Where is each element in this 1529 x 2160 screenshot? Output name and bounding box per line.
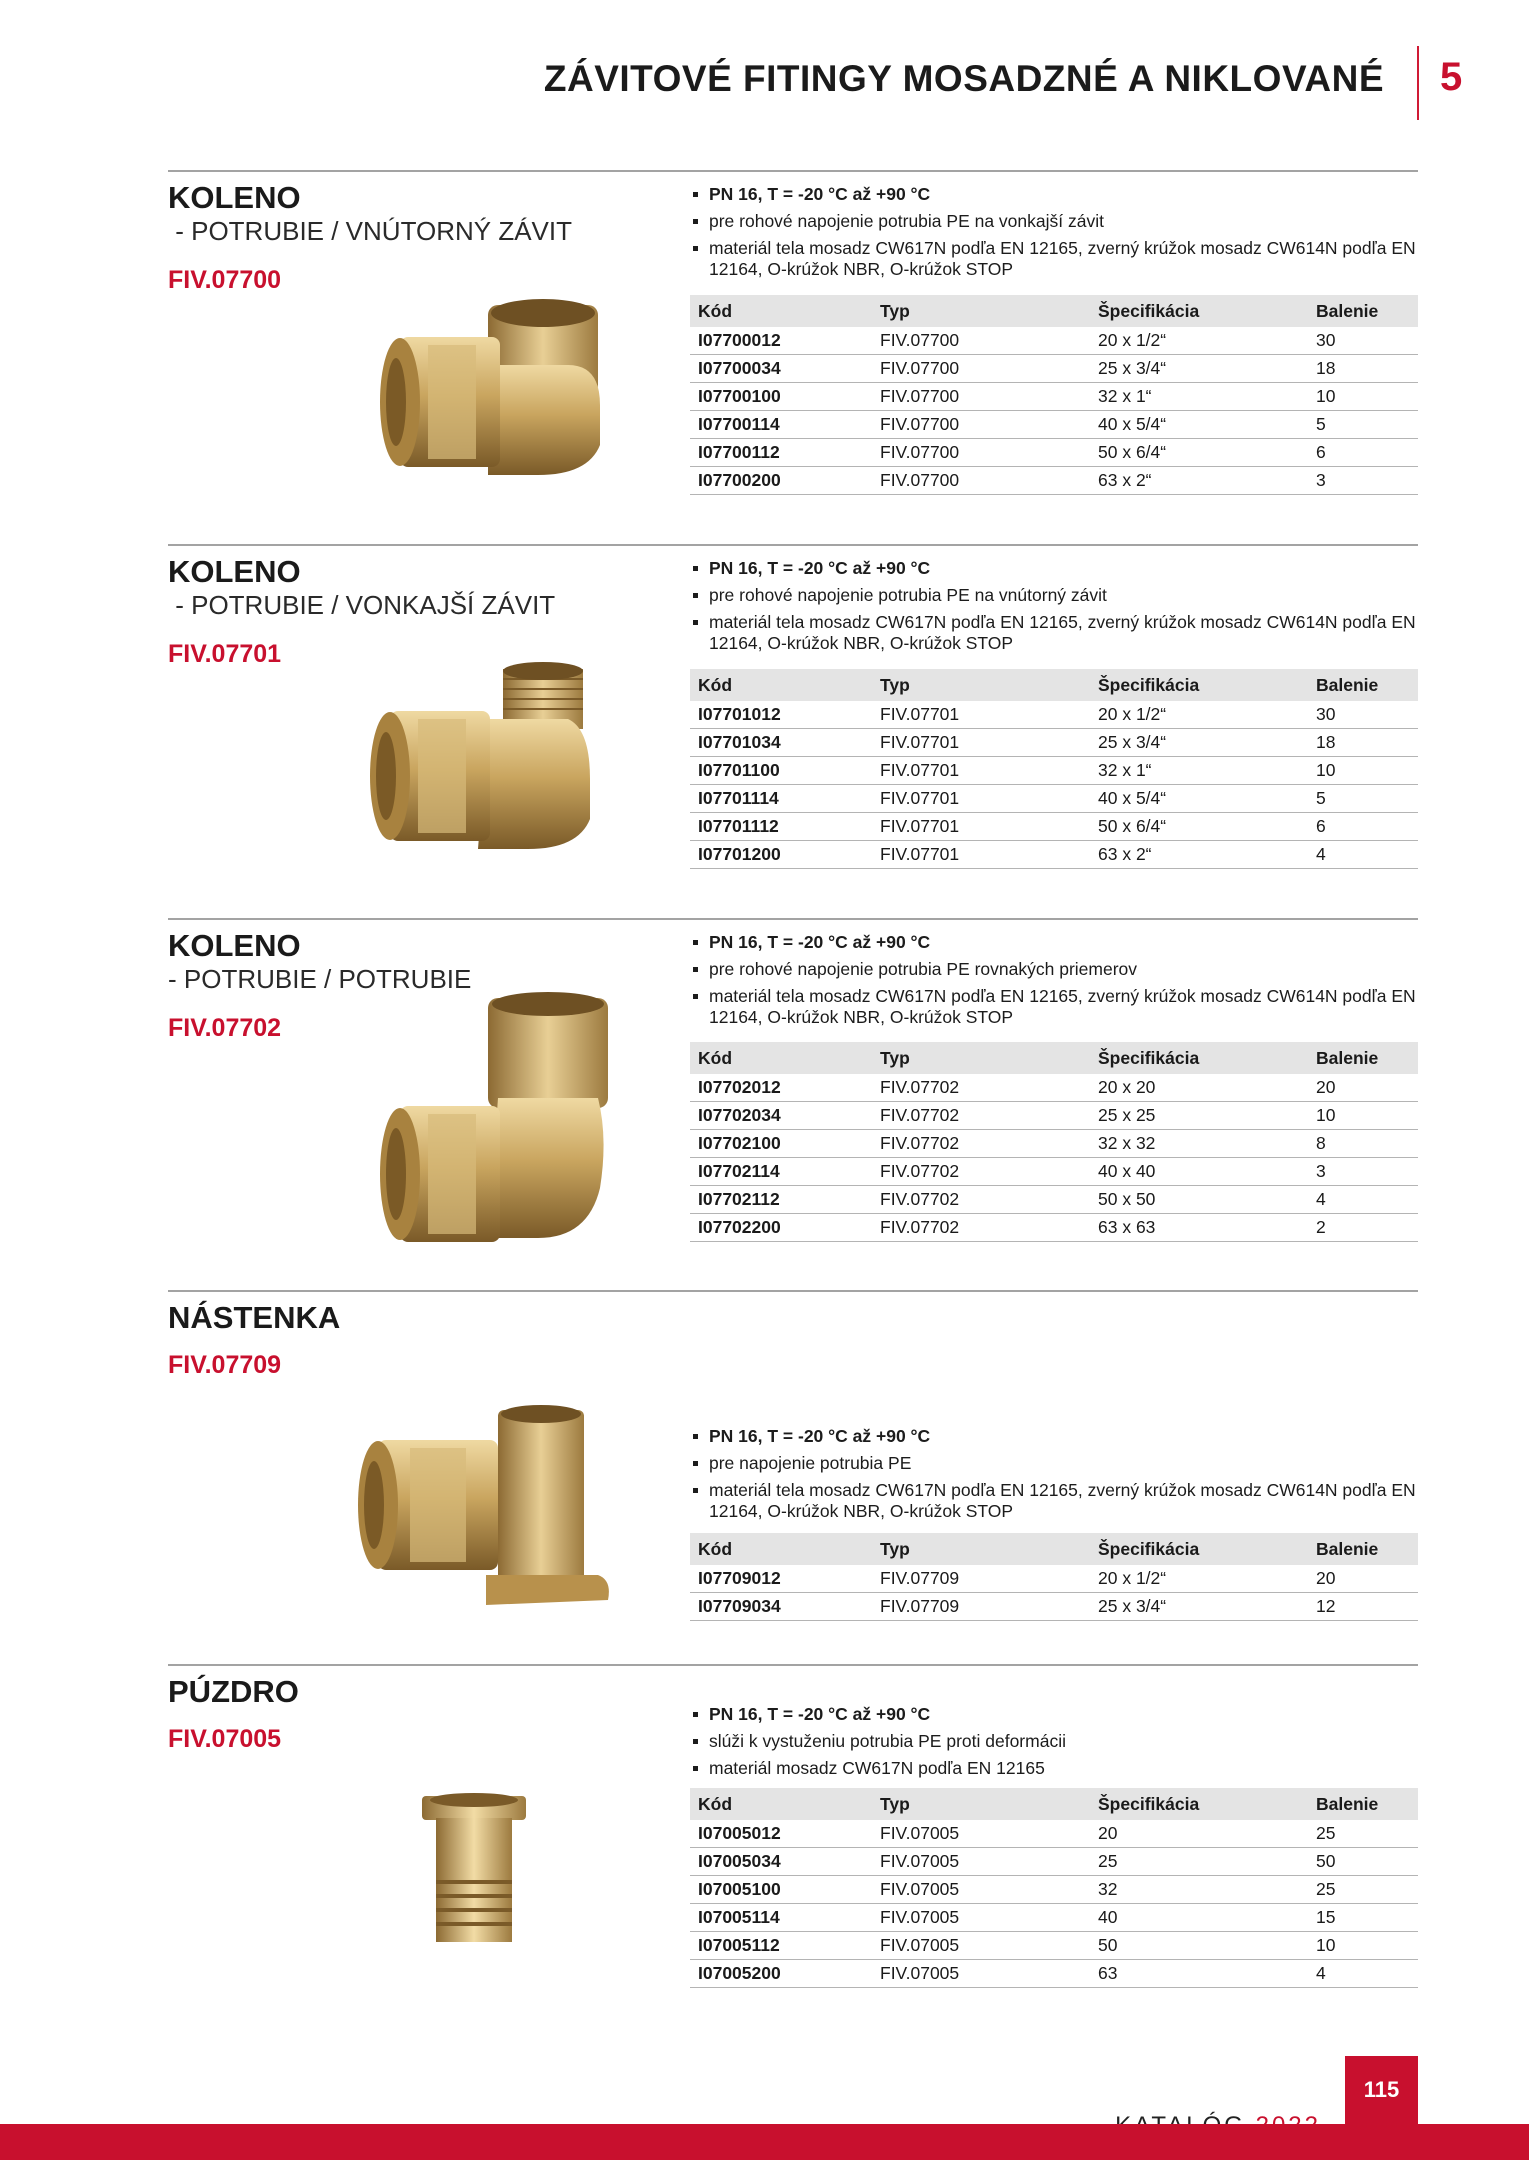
cell-spec: 40 x 5/4“ [1090, 411, 1308, 439]
table-row [690, 1820, 1418, 1848]
cell-balenie: 6 [1308, 813, 1418, 841]
cell-spec: 20 x 1/2“ [1090, 327, 1308, 355]
spec-bullet: materiál tela mosadz CW617N podľa EN 12165, zverný krúžok mosadz CW614N podľa EN 12164, O-krúžok NBR, O-krúžok STOP [690, 612, 1418, 654]
header-typ: Typ [872, 295, 1090, 327]
table-row [690, 439, 1418, 467]
cell-balenie: 10 [1308, 383, 1418, 411]
table-row [690, 785, 1418, 813]
cell-spec: 25 x 25 [1090, 1102, 1308, 1130]
section-rule [168, 918, 1418, 920]
cell-typ: FIV.07702 [872, 1074, 1090, 1102]
section-rule [168, 544, 1418, 546]
section-rule [168, 1290, 1418, 1292]
spec-bullet: materiál mosadz CW617N podľa EN 12165 [690, 1758, 1418, 1779]
cell-typ: FIV.07701 [872, 701, 1090, 729]
header-spec: Špecifikácia [1090, 1533, 1308, 1565]
wall-fitting-image [318, 1400, 618, 1625]
cell-typ: FIV.07701 [872, 729, 1090, 757]
table-header-row [690, 1042, 1418, 1074]
cell-spec: 50 x 6/4“ [1090, 439, 1308, 467]
page-title: ZÁVITOVÉ FITINGY MOSADZNÉ A NIKLOVANÉ [543, 58, 1384, 99]
table-row [690, 1158, 1418, 1186]
cell-spec: 25 [1090, 1848, 1308, 1876]
table-row [690, 467, 1418, 495]
spec-bullet: PN 16, T = -20 °C až +90 °C [690, 558, 1418, 579]
spec-bullet: materiál tela mosadz CW617N podľa EN 12165, zverný krúžok mosadz CW614N podľa EN 12164, O-krúžok NBR, O-krúžok STOP [690, 1480, 1418, 1522]
cell-balenie: 10 [1308, 1932, 1418, 1960]
cell-typ: FIV.07005 [872, 1932, 1090, 1960]
cell-typ: FIV.07701 [872, 785, 1090, 813]
cell-typ: FIV.07005 [872, 1876, 1090, 1904]
table-row [690, 383, 1418, 411]
cell-kod: I07709012 [690, 1565, 872, 1593]
header-typ: Typ [872, 1533, 1090, 1565]
cell-balenie: 25 [1308, 1820, 1418, 1848]
product-table [690, 1533, 1418, 1621]
cell-kod: I07702200 [690, 1214, 872, 1242]
cell-spec: 20 x 1/2“ [1090, 1565, 1308, 1593]
header-spec: Špecifikácia [1090, 669, 1308, 701]
header-kod: Kód [690, 1788, 872, 1820]
cell-spec: 32 x 1“ [1090, 757, 1308, 785]
cell-kod: I07701034 [690, 729, 872, 757]
cell-typ: FIV.07702 [872, 1130, 1090, 1158]
sleeve-image [414, 1790, 534, 1955]
header-typ: Typ [872, 1042, 1090, 1074]
product-title: KOLENO [168, 180, 301, 215]
header-balenie: Balenie [1308, 1533, 1418, 1565]
cell-kod: I07005100 [690, 1876, 872, 1904]
table-row [690, 1876, 1418, 1904]
cell-typ: FIV.07701 [872, 813, 1090, 841]
cell-spec: 25 x 3/4“ [1090, 729, 1308, 757]
spec-bullets [690, 184, 1418, 286]
spec-bullet: PN 16, T = -20 °C až +90 °C [690, 932, 1418, 953]
product-subtitle: - POTRUBIE / VONKAJŠÍ ZÁVIT [168, 590, 556, 620]
spec-bullet: PN 16, T = -20 °C až +90 °C [690, 1704, 1418, 1725]
cell-kod: I07702100 [690, 1130, 872, 1158]
header-kod: Kód [690, 1533, 872, 1565]
product-table [690, 669, 1418, 869]
product-table [690, 1042, 1418, 1242]
product-table [690, 295, 1418, 495]
table-row [690, 1186, 1418, 1214]
header-typ: Typ [872, 1788, 1090, 1820]
spec-bullet: materiál tela mosadz CW617N podľa EN 12165, zverný krúžok mosadz CW614N podľa EN 12164, O-krúžok NBR, O-krúžok STOP [690, 238, 1418, 280]
product-table [690, 1788, 1418, 1988]
table-row [690, 1214, 1418, 1242]
cell-balenie: 15 [1308, 1904, 1418, 1932]
cell-spec: 63 x 2“ [1090, 467, 1308, 495]
cell-spec: 32 [1090, 1876, 1308, 1904]
table-row [690, 1130, 1418, 1158]
header-balenie: Balenie [1308, 295, 1418, 327]
table-row [690, 1593, 1418, 1621]
cell-kod: I07701114 [690, 785, 872, 813]
cell-typ: FIV.07700 [872, 355, 1090, 383]
cell-typ: FIV.07702 [872, 1214, 1090, 1242]
cell-spec: 20 x 1/2“ [1090, 701, 1308, 729]
cell-balenie: 5 [1308, 785, 1418, 813]
product-title: NÁSTENKA [168, 1300, 341, 1335]
product-title: KOLENO [168, 928, 301, 963]
header-spec: Špecifikácia [1090, 295, 1308, 327]
table-row [690, 1102, 1418, 1130]
cell-kod: I07005012 [690, 1820, 872, 1848]
cell-spec: 50 x 50 [1090, 1186, 1308, 1214]
elbow-fitting-image [338, 285, 618, 500]
table-header-row [690, 1788, 1418, 1820]
table-row [690, 841, 1418, 869]
spec-bullet: pre rohové napojenie potrubia PE na vonkajší závit [690, 211, 1418, 232]
product-code: FIV.07700 [168, 266, 282, 294]
cell-typ: FIV.07005 [872, 1820, 1090, 1848]
cell-balenie: 20 [1308, 1565, 1418, 1593]
table-header-row [690, 1533, 1418, 1565]
cell-spec: 50 x 6/4“ [1090, 813, 1308, 841]
cell-balenie: 10 [1308, 757, 1418, 785]
footer-bar [0, 2124, 1529, 2160]
cell-kod: I07700112 [690, 439, 872, 467]
cell-kod: I07700114 [690, 411, 872, 439]
table-row [690, 701, 1418, 729]
cell-spec: 25 x 3/4“ [1090, 1593, 1308, 1621]
product-code: FIV.07702 [168, 1014, 282, 1042]
table-row [690, 1848, 1418, 1876]
cell-kod: I07709034 [690, 1593, 872, 1621]
product-subtitle: - POTRUBIE / POTRUBIE [168, 964, 472, 994]
cell-spec: 40 [1090, 1904, 1308, 1932]
header-spec: Špecifikácia [1090, 1042, 1308, 1074]
table-row [690, 1565, 1418, 1593]
cell-typ: FIV.07005 [872, 1904, 1090, 1932]
cell-balenie: 50 [1308, 1848, 1418, 1876]
table-row [690, 411, 1418, 439]
cell-kod: I07005034 [690, 1848, 872, 1876]
cell-balenie: 5 [1308, 411, 1418, 439]
cell-typ: FIV.07700 [872, 411, 1090, 439]
table-header-row [690, 669, 1418, 701]
spec-bullets [690, 1426, 1418, 1528]
cell-spec: 20 x 20 [1090, 1074, 1308, 1102]
cell-typ: FIV.07701 [872, 757, 1090, 785]
cell-kod: I07702034 [690, 1102, 872, 1130]
cell-kod: I07005114 [690, 1904, 872, 1932]
cell-spec: 40 x 40 [1090, 1158, 1308, 1186]
cell-typ: FIV.07709 [872, 1565, 1090, 1593]
cell-balenie: 4 [1308, 841, 1418, 869]
header-kod: Kód [690, 1042, 872, 1074]
cell-kod: I07701200 [690, 841, 872, 869]
cell-spec: 32 x 32 [1090, 1130, 1308, 1158]
table-row [690, 327, 1418, 355]
table-row [690, 813, 1418, 841]
cell-kod: I07700034 [690, 355, 872, 383]
cell-balenie: 3 [1308, 467, 1418, 495]
spec-bullets [690, 1704, 1418, 1785]
cell-balenie: 18 [1308, 355, 1418, 383]
cell-balenie: 2 [1308, 1214, 1418, 1242]
cell-kod: I07701100 [690, 757, 872, 785]
header-balenie: Balenie [1308, 1788, 1418, 1820]
table-row [690, 729, 1418, 757]
cell-balenie: 30 [1308, 327, 1418, 355]
cell-kod: I07701012 [690, 701, 872, 729]
cell-kod: I07005200 [690, 1960, 872, 1988]
cell-typ: FIV.07005 [872, 1848, 1090, 1876]
cell-spec: 20 [1090, 1820, 1308, 1848]
cell-spec: 63 x 2“ [1090, 841, 1308, 869]
elbow-fitting-image [338, 988, 618, 1273]
header-balenie: Balenie [1308, 1042, 1418, 1074]
cell-spec: 40 x 5/4“ [1090, 785, 1308, 813]
cell-kod: I07700012 [690, 327, 872, 355]
cell-typ: FIV.07700 [872, 327, 1090, 355]
cell-kod: I07702112 [690, 1186, 872, 1214]
cell-typ: FIV.07702 [872, 1186, 1090, 1214]
header-kod: Kód [690, 669, 872, 701]
section-rule [168, 1664, 1418, 1666]
product-subtitle: - POTRUBIE / VNÚTORNÝ ZÁVIT [168, 216, 573, 246]
header-spec: Špecifikácia [1090, 1788, 1308, 1820]
cell-kod: I07702114 [690, 1158, 872, 1186]
chapter-number: 5 [1440, 55, 1463, 99]
section-rule [168, 170, 1418, 172]
product-code: FIV.07701 [168, 640, 282, 668]
spec-bullet: slúži k vystuženiu potrubia PE proti deformácii [690, 1731, 1418, 1752]
cell-spec: 63 x 63 [1090, 1214, 1308, 1242]
cell-spec: 63 [1090, 1960, 1308, 1988]
cell-typ: FIV.07700 [872, 467, 1090, 495]
product-title: KOLENO [168, 554, 301, 589]
elbow-fitting-image [328, 659, 608, 874]
spec-bullet: pre rohové napojenie potrubia PE rovnakých priemerov [690, 959, 1418, 980]
cell-spec: 32 x 1“ [1090, 383, 1308, 411]
cell-typ: FIV.07700 [872, 439, 1090, 467]
cell-typ: FIV.07005 [872, 1960, 1090, 1988]
cell-balenie: 4 [1308, 1960, 1418, 1988]
table-row [690, 1932, 1418, 1960]
cell-spec: 50 [1090, 1932, 1308, 1960]
cell-typ: FIV.07709 [872, 1593, 1090, 1621]
spec-bullet: pre napojenie potrubia PE [690, 1453, 1418, 1474]
spec-bullet: pre rohové napojenie potrubia PE na vnútorný závit [690, 585, 1418, 606]
header-typ: Typ [872, 669, 1090, 701]
page-number: 115 [1345, 2056, 1418, 2124]
cell-typ: FIV.07702 [872, 1102, 1090, 1130]
header-kod: Kód [690, 295, 872, 327]
header-balenie: Balenie [1308, 669, 1418, 701]
cell-typ: FIV.07701 [872, 841, 1090, 869]
header-divider [1417, 46, 1419, 120]
cell-spec: 25 x 3/4“ [1090, 355, 1308, 383]
product-code: FIV.07005 [168, 1725, 282, 1753]
spec-bullet: PN 16, T = -20 °C až +90 °C [690, 1426, 1418, 1447]
spec-bullet: materiál tela mosadz CW617N podľa EN 12165, zverný krúžok mosadz CW614N podľa EN 12164, O-krúžok NBR, O-krúžok STOP [690, 986, 1418, 1028]
product-code: FIV.07709 [168, 1351, 282, 1379]
cell-balenie: 10 [1308, 1102, 1418, 1130]
table-row [690, 1904, 1418, 1932]
cell-balenie: 3 [1308, 1158, 1418, 1186]
cell-typ: FIV.07700 [872, 383, 1090, 411]
table-row [690, 757, 1418, 785]
table-row [690, 1960, 1418, 1988]
cell-balenie: 4 [1308, 1186, 1418, 1214]
spec-bullets [690, 932, 1418, 1034]
cell-kod: I07700100 [690, 383, 872, 411]
cell-kod: I07701112 [690, 813, 872, 841]
table-row [690, 1074, 1418, 1102]
spec-bullet: PN 16, T = -20 °C až +90 °C [690, 184, 1418, 205]
cell-balenie: 8 [1308, 1130, 1418, 1158]
cell-typ: FIV.07702 [872, 1158, 1090, 1186]
product-title: PÚZDRO [168, 1674, 299, 1709]
table-row [690, 355, 1418, 383]
cell-balenie: 12 [1308, 1593, 1418, 1621]
cell-balenie: 30 [1308, 701, 1418, 729]
cell-kod: I07702012 [690, 1074, 872, 1102]
cell-balenie: 20 [1308, 1074, 1418, 1102]
cell-balenie: 25 [1308, 1876, 1418, 1904]
cell-balenie: 18 [1308, 729, 1418, 757]
cell-balenie: 6 [1308, 439, 1418, 467]
cell-kod: I07700200 [690, 467, 872, 495]
spec-bullets [690, 558, 1418, 660]
table-header-row [690, 295, 1418, 327]
cell-kod: I07005112 [690, 1932, 872, 1960]
